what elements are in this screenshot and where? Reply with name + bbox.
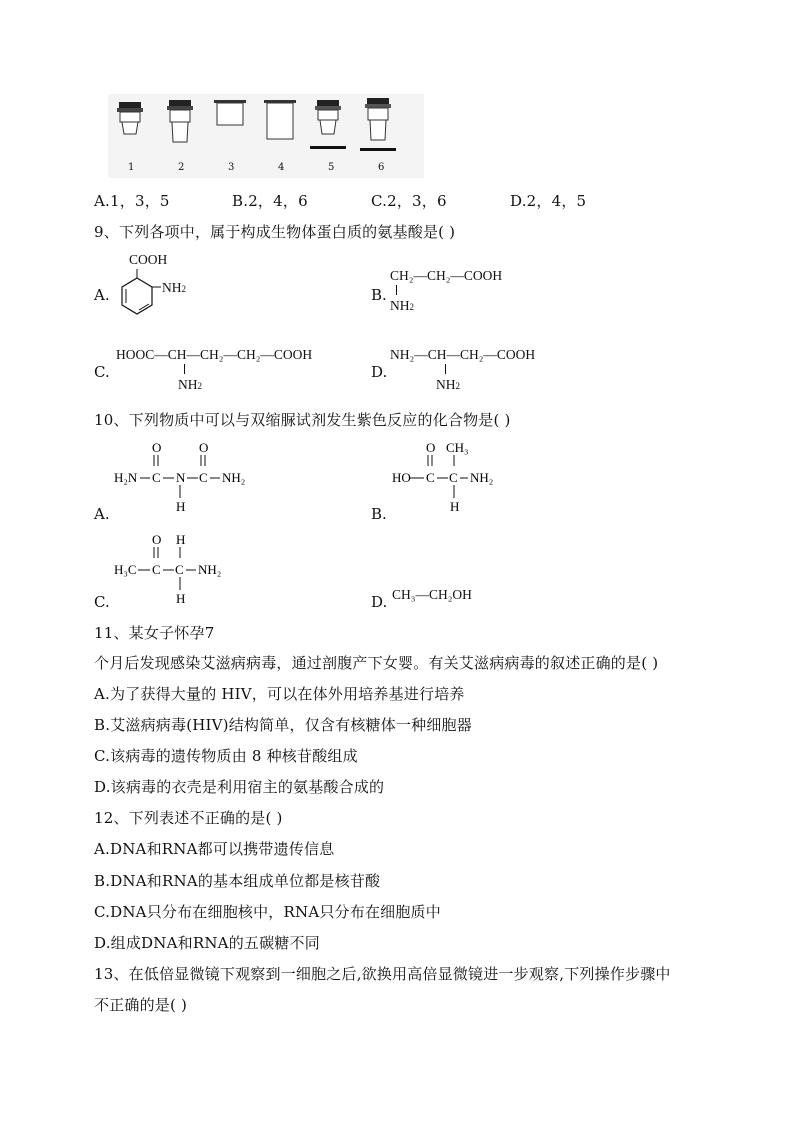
q12-option-b: B.DNA和RNA的基本组成单位都是核苷酸 (94, 872, 381, 890)
q9-label-b: B. (371, 286, 387, 304)
q10-b-c2: C (449, 470, 458, 485)
q9-a-nh2: NH2 (162, 280, 186, 295)
q10-a-o1: O (152, 440, 162, 455)
q10-a-left: H₂N (114, 470, 138, 485)
q10-structure-b (390, 438, 540, 518)
q10-label-b: B. (371, 505, 387, 523)
q8-option-b: B.2，4，6 (232, 192, 308, 210)
q10-structure-d: CH₃—CH₂OH (392, 587, 472, 602)
q10-b-ch3: CH₃ (446, 440, 469, 455)
q10-a-right: NH₂ (222, 470, 246, 485)
q9-structure-c (116, 347, 356, 397)
q9-c-chain: HOOC—CH—CH₂—CH₂—COOH (116, 347, 313, 362)
q10-a-n: N (176, 470, 186, 485)
q9-label-c: C. (94, 363, 110, 381)
q10-a-h: H (176, 499, 186, 514)
objective-lens-2 (167, 100, 193, 142)
q9-d-chain: NH₂—CH—CH₂—COOH (390, 347, 536, 362)
bond-line (396, 285, 397, 295)
objective-lens-6 (360, 98, 396, 151)
q9-structure-a (112, 252, 222, 328)
q10-c-right: NH₂ (198, 562, 222, 577)
q11-option-d: D.该病毒的衣壳是利用宿主的氨基酸合成的 (94, 778, 385, 796)
q9-stem: 9、下列各项中，属于构成生物体蛋白质的氨基酸是( ) (94, 223, 456, 241)
q9-a-cooh: COOH (129, 252, 168, 267)
q10-a-c2: C (199, 470, 208, 485)
lens-figure (108, 94, 424, 178)
lens-label-6: 6 (378, 162, 385, 173)
q9-label-a: A. (94, 286, 110, 304)
q9-label-d: D. (371, 363, 388, 381)
q12-stem: 12、下列表述不正确的是( ) (94, 809, 283, 827)
q9-b-chain: CH₂—CH₂—COOH (390, 268, 503, 283)
q10-c-c2: C (175, 562, 184, 577)
q9-structure-b (390, 268, 540, 318)
q8-option-c: C.2，3，6 (371, 192, 447, 210)
q11-stem-line2: 个月后发现感染艾滋病病毒，通过剖腹产下女婴。有关艾滋病病毒的叙述正确的是( ) (94, 654, 659, 672)
q10-a-o2: O (199, 440, 209, 455)
q10-label-c: C. (94, 593, 110, 611)
q12-option-d: D.组成DNA和RNA的五碳糖不同 (94, 934, 320, 952)
lens-label-5: 5 (328, 162, 335, 173)
q10-structure-a (112, 438, 262, 518)
q10-label-d: D. (371, 593, 388, 611)
lens-figure-drawing (108, 94, 424, 178)
bond-line (445, 364, 446, 374)
objective-lens-1 (117, 102, 143, 134)
q10-b-left: HO (392, 470, 411, 485)
q9-d-nh2: NH2 (436, 377, 460, 392)
q10-stem: 10、下列物质中可以与双缩脲试剂发生紫色反应的化合物是( ) (94, 411, 511, 429)
q11-stem-line1: 11、某女子怀孕7 (94, 624, 215, 642)
lens-label-4: 4 (278, 162, 285, 173)
q9-b-nh2: NH2 (390, 298, 414, 313)
lens-label-1: 1 (128, 162, 135, 173)
q11-option-b: B.艾滋病病毒(HIV)结构简单，仅含有核糖体一种细胞器 (94, 716, 472, 734)
q10-a-c1: C (152, 470, 161, 485)
q13-stem-line2: 不正确的是( ) (94, 996, 188, 1014)
q10-c-hbot: H (176, 591, 186, 606)
q10-c-o: O (152, 532, 162, 547)
q10-b-c1: C (426, 470, 435, 485)
q10-b-h: H (450, 499, 460, 514)
q9-c-nh2: NH2 (178, 377, 202, 392)
objective-lens-5 (310, 100, 346, 149)
q8-option-a: A.1，3，5 (94, 192, 170, 210)
q8-option-d: D.2，4，5 (510, 192, 587, 210)
q10-c-c1: C (152, 562, 161, 577)
q10-label-a: A. (94, 505, 110, 523)
q9-structure-d (390, 347, 580, 397)
q10-c-htop: H (176, 532, 186, 547)
lens-label-2: 2 (178, 162, 185, 173)
q13-stem-line1: 13、在低倍显微镜下观察到一细胞之后,欲换用高倍显微镜进一步观察,下列操作步骤中 (94, 965, 671, 983)
q10-c-left: H₃C (114, 562, 137, 577)
eyepiece-lens-3 (214, 100, 246, 125)
q10-structure-c (112, 530, 262, 610)
q12-option-c: C.DNA只分布在细胞核中，RNA只分布在细胞质中 (94, 903, 441, 921)
lens-label-3: 3 (228, 162, 235, 173)
eyepiece-lens-4 (264, 100, 296, 139)
q12-option-a: A.DNA和RNA都可以携带遗传信息 (94, 840, 335, 858)
q10-b-right: NH₂ (470, 470, 494, 485)
q11-option-a: A.为了获得大量的 HIV，可以在体外用培养基进行培养 (94, 685, 465, 703)
q10-b-o: O (426, 440, 436, 455)
bond-line (184, 364, 185, 374)
q11-option-c: C.该病毒的遗传物质由 8 种核苷酸组成 (94, 747, 358, 765)
